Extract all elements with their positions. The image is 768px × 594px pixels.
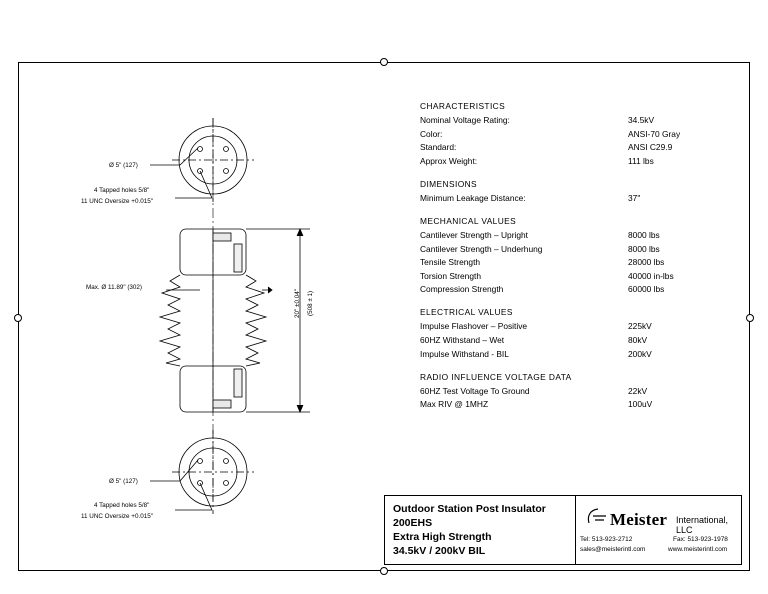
- spec-row: [420, 141, 740, 155]
- spec-row: [420, 243, 740, 257]
- spec-label: Tensile Strength: [420, 257, 481, 268]
- company-block: [576, 496, 741, 564]
- spec-value: 80kV: [628, 335, 648, 346]
- spec-label: 60HZ Test Voltage To Ground: [420, 385, 530, 396]
- product-subtitle: Extra High Strength: [393, 531, 492, 543]
- spec-label: Standard:: [420, 142, 457, 153]
- spec-row: [420, 114, 740, 128]
- max-diameter-label: Max. Ø 11.89" (302): [86, 284, 143, 291]
- section-heading: ELECTRICAL VALUES: [420, 307, 513, 318]
- spec-label: Approx Weight:: [420, 155, 478, 166]
- spec-label: Impulse Flashover – Positive: [420, 321, 528, 332]
- height-label: 20" ±0.04": [294, 289, 301, 318]
- spec-label: Cantilever Strength – Upright: [420, 229, 528, 240]
- product-rating: 34.5kV / 200kV BIL: [393, 545, 486, 557]
- spec-label: Nominal Voltage Rating:: [420, 115, 510, 125]
- height-mm-label: (508 ± 1): [307, 290, 314, 316]
- section-heading: DIMENSIONS: [420, 178, 478, 189]
- bottom-bolt-circle-label: Ø 5" (127): [109, 478, 138, 485]
- spec-row: [420, 229, 740, 243]
- spec-row: [420, 192, 740, 206]
- spec-row: [420, 283, 740, 297]
- spec-label: Color:: [420, 128, 443, 139]
- spec-label: Impulse Withstand - BIL: [420, 348, 509, 359]
- title-block: [384, 495, 742, 565]
- spec-value: 111 lbs: [628, 155, 654, 166]
- spec-row: [420, 398, 740, 412]
- company-tel: Tel: 513-923-2712: [580, 536, 633, 543]
- characteristics-section: [420, 100, 740, 168]
- dimensions-section: [420, 178, 740, 206]
- mechanical-section: [420, 215, 740, 297]
- bottom-tapped-oversize-label: 11 UNC Oversize +0.015": [81, 513, 153, 520]
- spec-value: 40000 in-lbs: [628, 270, 674, 281]
- spec-value: 200kV: [628, 348, 652, 359]
- spec-value: 8000 lbs: [628, 243, 660, 254]
- top-tapped-holes-label: 4 Tapped holes 5/8": [94, 187, 150, 194]
- spec-label: Torsion Strength: [420, 270, 481, 281]
- spec-row: [420, 270, 740, 284]
- spec-row: [420, 348, 740, 362]
- spec-row: [420, 334, 740, 348]
- spec-value: 100uV: [628, 399, 653, 410]
- spec-value: 225kV: [628, 321, 652, 332]
- spec-value: 34.5kV: [628, 115, 655, 125]
- meister-logo-icon: [584, 506, 608, 528]
- spec-value: 28000 lbs: [628, 257, 665, 268]
- bottom-tapped-holes-label: 4 Tapped holes 5/8": [94, 502, 150, 509]
- bottom-end-view: [172, 430, 254, 514]
- spec-row: [420, 256, 740, 270]
- company-email: sales@meisterintl.com: [580, 546, 646, 553]
- company-suffix: International, LLC: [676, 515, 729, 535]
- spec-label: 60HZ Withstand – Wet: [420, 335, 505, 346]
- spec-row: [420, 128, 740, 142]
- spec-value: 37": [628, 192, 641, 203]
- spec-value: 22kV: [628, 385, 648, 396]
- spec-row: [420, 385, 740, 399]
- specifications: [420, 100, 740, 412]
- spec-row: [420, 155, 740, 169]
- company-name: Meister: [610, 510, 668, 529]
- top-bolt-circle-label: Ø 5" (127): [109, 162, 138, 169]
- product-title: [385, 496, 576, 564]
- company-fax: Fax: 513-923-1978: [673, 536, 728, 543]
- spec-value: 8000 lbs: [628, 229, 660, 240]
- spec-value: ANSI-70 Gray: [628, 128, 681, 139]
- spec-label: Compression Strength: [420, 284, 504, 295]
- section-heading: RADIO INFLUENCE VOLTAGE DATA: [420, 371, 572, 382]
- spec-value: ANSI C29.9: [628, 142, 673, 153]
- spec-label: Cantilever Strength – Underhung: [420, 243, 543, 254]
- spec-label: Max RIV @ 1MHZ: [420, 399, 489, 410]
- product-model: 200EHS: [393, 517, 433, 529]
- section-heading: CHARACTERISTICS: [420, 101, 506, 111]
- top-tapped-oversize-label: 11 UNC Oversize +0.015": [81, 198, 153, 205]
- spec-value: 60000 lbs: [628, 284, 665, 295]
- product-title-line1: Outdoor Station Post Insulator: [393, 503, 546, 515]
- section-heading: MECHANICAL VALUES: [420, 215, 517, 226]
- riv-section: [420, 371, 740, 412]
- company-web: www.meisterintl.com: [668, 546, 728, 553]
- spec-label: Minimum Leakage Distance:: [420, 192, 526, 203]
- spec-row: [420, 320, 740, 334]
- electrical-section: [420, 306, 740, 361]
- insulator-body: [160, 229, 266, 412]
